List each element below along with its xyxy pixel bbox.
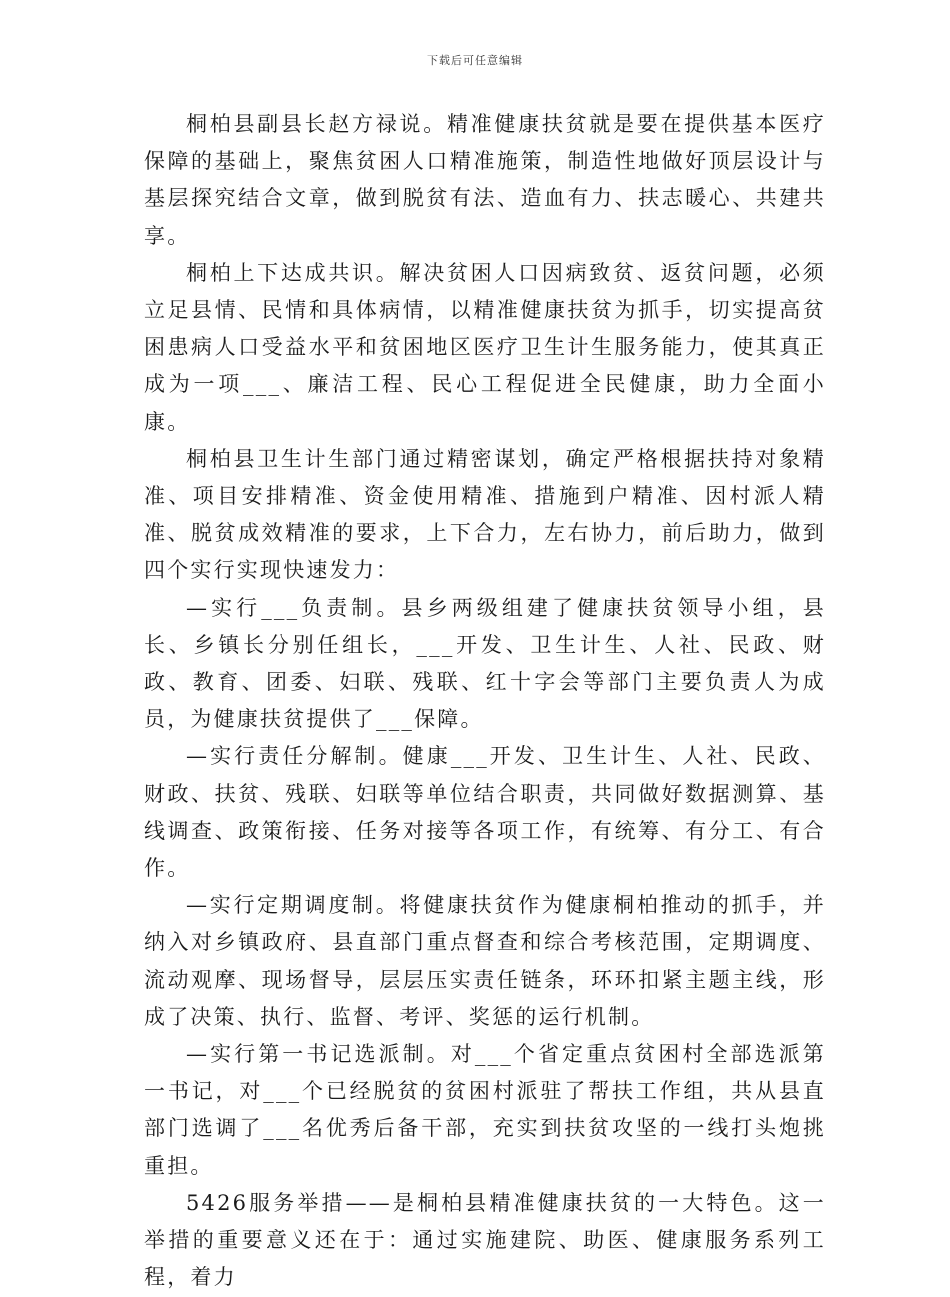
document-body	[144, 106, 826, 1297]
paragraph: 桐柏上下达成共识。解决贫困人口因病致贫、返贫问题，必须立足县情、民情和具体病情，以精准健康扶贫为抓手，切实提高贫困患病人口受益水平和贫困地区医疗卫生计生服务能力，使其真正成为一项___、廉洁工程、民心工程促进全民健康，助力全面小康。	[144, 260, 826, 434]
paragraph: 桐柏县副县长赵方禄说。精准健康扶贫就是要在提供基本医疗保障的基础上，聚焦贫困人口精准施策，制造性地做好顶层设计与基层探究结合文章，做到脱贫有法、造血有力、扶志暖心、共建共享。	[144, 112, 826, 248]
paragraph: —实行定期调度制。将健康扶贫作为健康桐柏推动的抓手，并纳入对乡镇政府、县直部门重点督查和综合考核范围，定期调度、流动观摩、现场督导，层层压实责任链条，环环扣紧主题主线，形成了决策、执行、监督、考评、奖惩的运行机制。	[144, 893, 826, 1029]
paragraph: —实行责任分解制。健康___开发、卫生计生、人社、民政、财政、扶贫、残联、妇联等单位结合职责，共同做好数据测算、基线调查、政策衔接、任务对接等各项工作，有统筹、有分工、有合作。	[144, 744, 826, 881]
page-header: 下载后可任意编辑	[427, 54, 523, 67]
paragraph: —实行第一书记选派制。对___个省定重点贫困村全部选派第一书记，对___个已经脱贫的贫困村派驻了帮扶工作组，共从县直部门选调了___名优秀后备干部，充实到扶贫攻坚的一线打头炮挑重担。	[144, 1042, 826, 1178]
paragraph: 桐柏县卫生计生部门通过精密谋划，确定严格根据扶持对象精准、项目安排精准、资金使用精准、措施到户精准、因村派人精准、脱贫成效精准的要求，上下合力，左右协力，前后助力，做到四个实行实现快速发力：	[144, 446, 826, 583]
paragraph: —实行___负责制。县乡两级组建了健康扶贫领导小组，县长、乡镇长分别任组长，___开发、卫生计生、人社、民政、财政、教育、团委、妇联、残联、红十字会等部门主要负责人为成员，为健康扶贫提供了___保障。	[144, 595, 826, 732]
paragraph: 5426服务举措——是桐柏县精准健康扶贫的一大特色。这一举措的重要意义还在于：通过实施建院、助医、健康服务系列工程，着力	[144, 1190, 826, 1290]
